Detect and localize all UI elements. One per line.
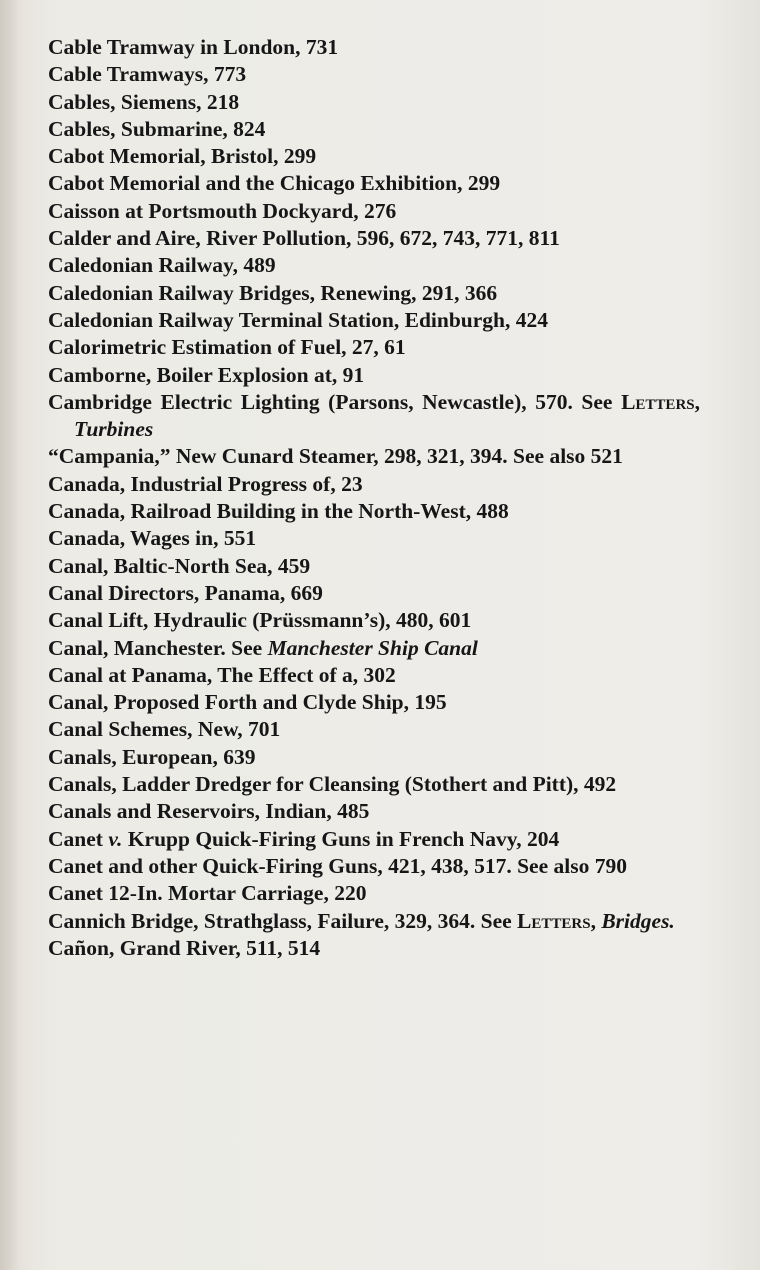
index-entry-smallcaps-text: Letters: [517, 908, 591, 933]
index-entry-text: Caledonian Railway Bridges, Renewing, 291, 366: [48, 280, 498, 305]
index-entry: [48, 580, 700, 607]
index-entry: [48, 34, 700, 61]
index-entry: [48, 771, 700, 798]
index-entry-italic-text: Bridges.: [601, 908, 675, 933]
index-entry-text: Canal, Manchester. See: [48, 635, 268, 660]
index-entry-smallcaps-text: Letters: [621, 389, 695, 414]
index-entry: [48, 853, 700, 880]
index-entry: [48, 198, 700, 225]
index-entry-text: Caledonian Railway Terminal Station, Edinburgh, 424: [48, 307, 548, 332]
index-entry: [48, 143, 700, 170]
index-entry-text: Canal at Panama, The Effect of a, 302: [48, 662, 396, 687]
index-entry: [48, 635, 700, 662]
index-entry-text: Cables, Submarine, 824: [48, 116, 266, 141]
index-entry-text: Calorimetric Estimation of Fuel, 27, 61: [48, 335, 406, 360]
index-entry: [48, 89, 700, 116]
index-entry: [48, 61, 700, 88]
index-entry-text: Canet and other Quick-Firing Guns, 421, 438, 517. See also 790: [48, 853, 627, 878]
index-entry-text: ,: [694, 389, 700, 414]
index-entry-text: Cables, Siemens, 218: [48, 89, 240, 114]
index-entry-text: Canada, Wages in, 551: [48, 526, 257, 551]
index-entry: [48, 225, 700, 252]
index-entry-text: Caledonian Railway, 489: [48, 253, 276, 278]
index-entry-text: Cañon, Grand River, 511, 514: [48, 935, 321, 960]
index-entry-text: Canet: [48, 826, 109, 851]
index-entry: [48, 689, 700, 716]
index-entry-text: Cabot Memorial and the Chicago Exhibition, 299: [48, 171, 501, 196]
index-entry: [48, 471, 700, 498]
index-entry: [48, 307, 700, 334]
index-entry: [48, 170, 700, 197]
index-entry: [48, 935, 700, 962]
index-entry: [48, 744, 700, 771]
index-entry-text: Canals and Reservoirs, Indian, 485: [48, 799, 370, 824]
index-entry-text: Canal Directors, Panama, 669: [48, 580, 323, 605]
index-list: [48, 34, 700, 962]
index-entry-italic-text: Turbines: [74, 417, 154, 442]
index-entry-text: Canada, Industrial Progress of, 23: [48, 471, 363, 496]
index-entry: [48, 826, 700, 853]
index-entry-text: Canal, Baltic-North Sea, 459: [48, 553, 311, 578]
index-entry-text: Krupp Quick-Firing Guns in French Navy, 204: [122, 826, 560, 851]
index-entry: [48, 662, 700, 689]
index-entry-text: Caisson at Portsmouth Dockyard, 276: [48, 198, 397, 223]
index-entry: [48, 116, 700, 143]
index-entry: [48, 443, 700, 470]
index-entry-text: “Campania,” New Cunard Steamer, 298, 321, 394. See also 521: [48, 444, 623, 469]
index-entry: [48, 525, 700, 552]
index-entry: [48, 607, 700, 634]
index-entry-text: Canet 12-In. Mortar Carriage, 220: [48, 881, 367, 906]
index-entry-text: Calder and Aire, River Pollution, 596, 672, 743, 771, 811: [48, 226, 560, 251]
index-entry: [48, 252, 700, 279]
index-entry-text: Canal, Proposed Forth and Clyde Ship, 195: [48, 690, 447, 715]
index-entry-italic-text: Manchester Ship Canal: [267, 635, 478, 660]
index-entry-italic-text: v.: [108, 826, 123, 851]
index-entry: [48, 280, 700, 307]
index-entry: [48, 362, 700, 389]
index-entry-text: Camborne, Boiler Explosion at, 91: [48, 362, 365, 387]
index-entry-text: Canada, Railroad Building in the North-West, 488: [48, 499, 509, 524]
index-entry-text: ,: [590, 908, 602, 933]
page-gutter-shadow: [0, 0, 18, 1270]
index-entry-text: Cabot Memorial, Bristol, 299: [48, 144, 317, 169]
index-entry-text: Canals, Ladder Dredger for Cleansing (Stothert and Pitt), 492: [48, 772, 617, 797]
index-entry-text: Cable Tramway in London, 731: [48, 35, 339, 59]
index-entry-text: Cable Tramways, 773: [48, 62, 247, 87]
index-entry-text: Cannich Bridge, Strathglass, Failure, 329, 364. See: [48, 908, 518, 933]
index-entry-text: Canal Lift, Hydraulic (Prüssmann’s), 480, 601: [48, 608, 472, 633]
index-entry-text: Cambridge Electric Lighting (Parsons, Newcastle), 570. See: [48, 389, 622, 414]
index-entry: [48, 716, 700, 743]
index-entry: [48, 880, 700, 907]
index-entry-text: Canals, European, 639: [48, 744, 256, 769]
index-entry: [48, 389, 700, 444]
index-entry: [48, 798, 700, 825]
index-entry-text: Canal Schemes, New, 701: [48, 717, 281, 742]
index-entry: [48, 334, 700, 361]
index-entry: [48, 908, 700, 935]
index-entry: [48, 498, 700, 525]
index-entry: [48, 553, 700, 580]
